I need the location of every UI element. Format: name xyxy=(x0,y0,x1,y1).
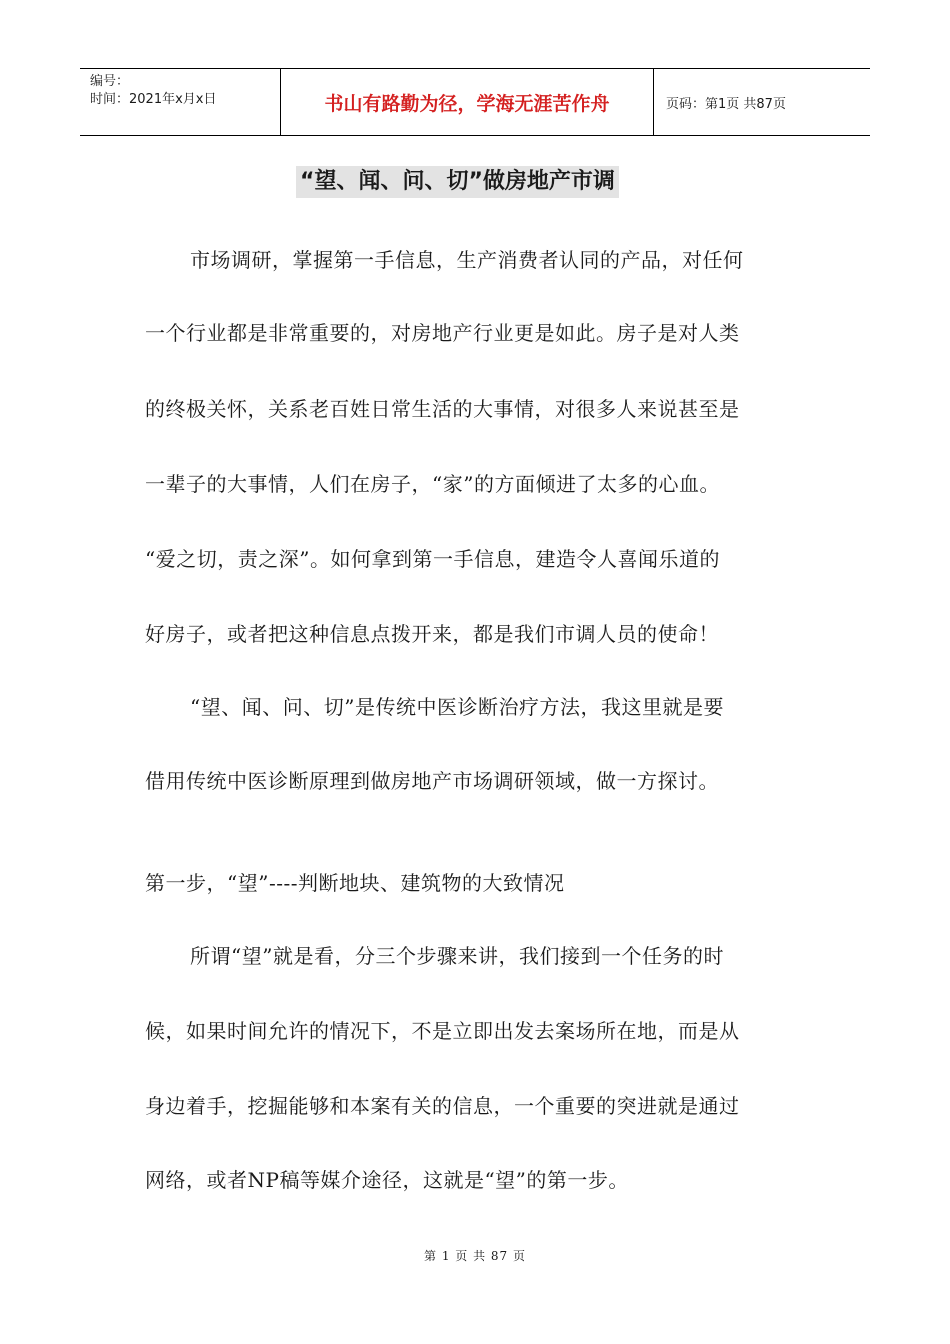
header-motto: 书山有路勤为径，学海无涯苦作舟 xyxy=(281,69,654,135)
header-table xyxy=(80,68,870,136)
paragraph-line: 网络，或者NP稿等媒介途径，这就是“望”的第一步。 xyxy=(145,1168,629,1192)
document-date: 时间：2021年x月x日 xyxy=(90,92,217,107)
paragraph-line: 所谓“望”就是看，分三个步骤来讲，我们接到一个任务的时 xyxy=(190,944,724,968)
paragraph-line: 候，如果时间允许的情况下，不是立即出发去案场所在地，而是从 xyxy=(145,1019,740,1043)
paragraph-line: 一个行业都是非常重要的，对房地产行业更是如此。房子是对人类 xyxy=(145,321,740,345)
header-meta xyxy=(80,69,281,135)
header-page-info: 页码：第1页 共87页 xyxy=(666,96,786,112)
paragraph-line: “望、闻、问、切”是传统中医诊断治疗方法，我这里就是要 xyxy=(190,695,724,719)
paragraph-line: 市场调研，掌握第一手信息，生产消费者认同的产品，对任何 xyxy=(190,248,744,272)
paragraph-line: 好房子，或者把这种信息点拨开来，都是我们市调人员的使命！ xyxy=(145,622,719,646)
paragraph-line: “爱之切，责之深”。如何拿到第一手信息，建造令人喜闻乐道的 xyxy=(145,547,720,571)
paragraph-line: 的终极关怀，关系老百姓日常生活的大事情，对很多人来说甚至是 xyxy=(145,397,740,421)
document-title: “望、闻、问、切”做房地产市调 xyxy=(296,166,619,198)
section-heading: 第一步，“望”----判断地块、建筑物的大致情况 xyxy=(145,871,565,895)
paragraph-line: 一辈子的大事情，人们在房子，“家”的方面倾进了太多的心血。 xyxy=(145,472,720,496)
paragraph-line: 借用传统中医诊断原理到做房地产市场调研领域，做一方探讨。 xyxy=(145,769,719,793)
paragraph-line: 身边着手，挖掘能够和本案有关的信息，一个重要的突进就是通过 xyxy=(145,1094,740,1118)
document-number-label: 编号： xyxy=(90,74,130,89)
page-footer: 第 1 页 共 87 页 xyxy=(424,1249,526,1263)
